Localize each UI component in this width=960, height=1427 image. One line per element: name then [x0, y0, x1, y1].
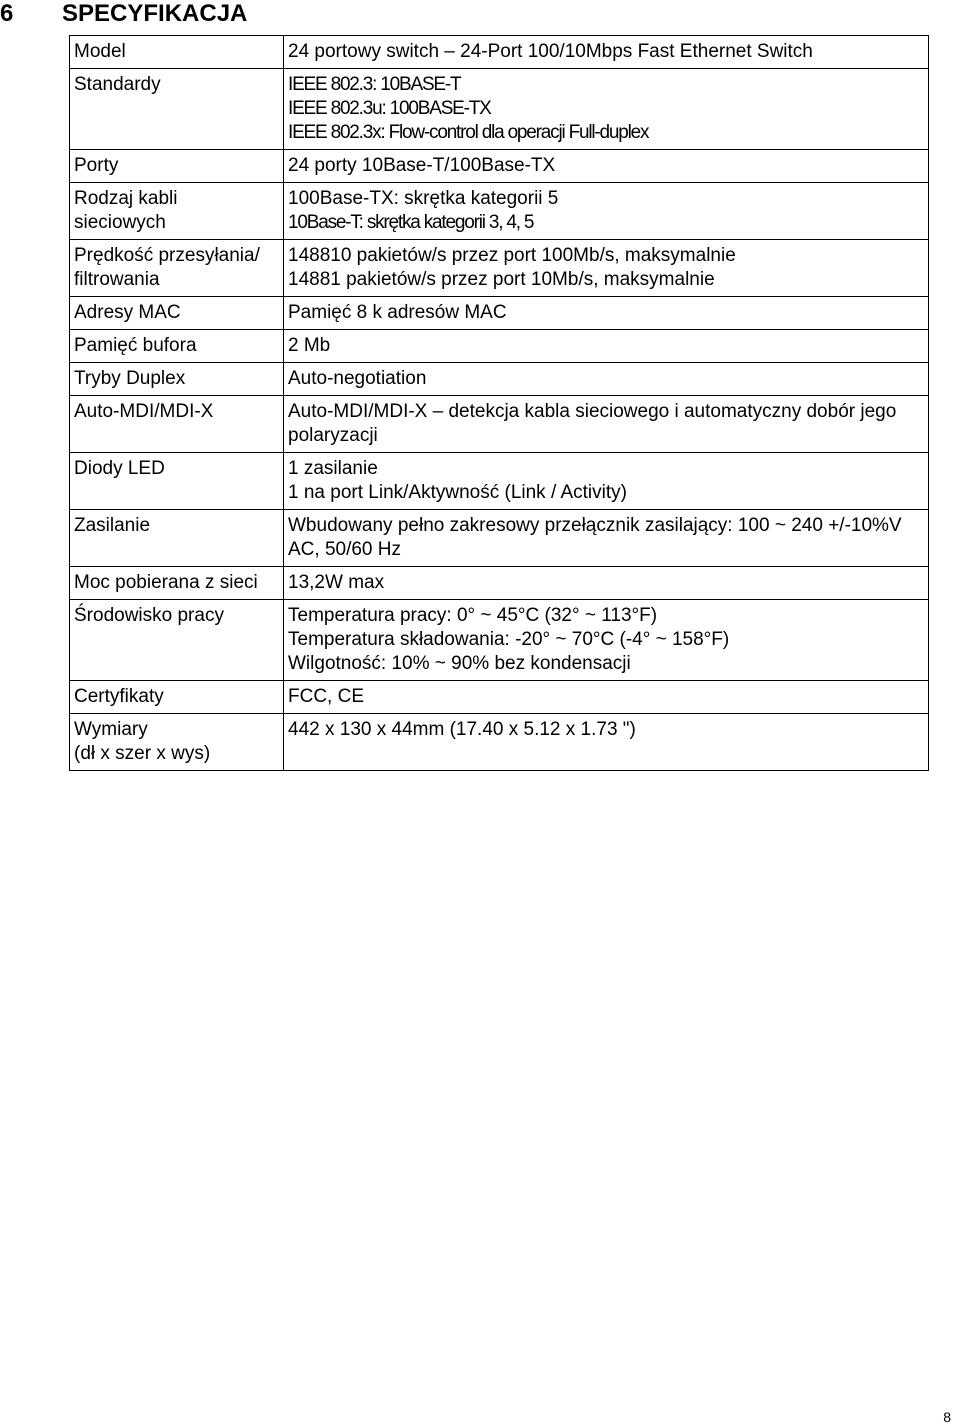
- spec-label: [70, 183, 284, 240]
- spec-label-text: Auto-MDI/MDI-X: [74, 401, 214, 422]
- spec-label-text: Prędkość przesyłania/: [74, 245, 260, 266]
- spec-value: [284, 330, 929, 363]
- spec-label-text: Porty: [74, 155, 119, 176]
- table-row: [70, 567, 929, 600]
- spec-label: [70, 330, 284, 363]
- table-row: [70, 183, 929, 240]
- table-row: [70, 36, 929, 69]
- spec-value: [284, 150, 929, 183]
- table-row: [70, 69, 929, 150]
- spec-label: [70, 36, 284, 69]
- spec-label: [70, 510, 284, 567]
- spec-label: [70, 363, 284, 396]
- spec-value-text: Temperatura pracy: 0° ~ 45°C (32° ~ 113°F): [288, 605, 658, 626]
- spec-value: [284, 567, 929, 600]
- spec-value-text: 148810 pakietów/s przez port 100Mb/s, maksymalnie: [288, 245, 736, 266]
- spec-label: [70, 150, 284, 183]
- spec-value-text: 24 portowy switch – 24-Port 100/10Mbps Fast Ethernet Switch: [288, 41, 813, 62]
- table-row: [70, 297, 929, 330]
- spec-value-text: Temperatura składowania: -20° ~ 70°C (-4° ~ 158°F): [288, 629, 730, 650]
- table-row: [70, 510, 929, 567]
- spec-label: [70, 600, 284, 681]
- spec-value: [284, 714, 929, 771]
- spec-value-text: Pamięć 8 k adresów MAC: [288, 302, 507, 323]
- table-row: [70, 714, 929, 771]
- spec-label-text: sieciowych: [74, 212, 166, 233]
- spec-value: [284, 396, 929, 453]
- spec-label: [70, 396, 284, 453]
- spec-value-text: FCC, CE: [288, 686, 364, 707]
- spec-value-text: 2 Mb: [288, 335, 331, 356]
- spec-label-text: Środowisko pracy: [74, 605, 224, 626]
- table-row: [70, 453, 929, 510]
- spec-label: [70, 567, 284, 600]
- spec-value-text: Auto-MDI/MDI-X – detekcja kabla sieciowego i automatyczny dobór jego polaryzacji: [288, 401, 897, 446]
- spec-value: [284, 297, 929, 330]
- spec-value-text: Wbudowany pełno zakresowy przełącznik zasilający: 100 ~ 240 +/-10%V AC, 50/60 Hz: [288, 515, 902, 560]
- spec-value-text: 14881 pakietów/s przez port 10Mb/s, maksymalnie: [288, 269, 715, 290]
- spec-value: [284, 363, 929, 396]
- spec-label-text: Tryby Duplex: [74, 368, 186, 389]
- table-row: [70, 240, 929, 297]
- table-row: [70, 363, 929, 396]
- spec-value-text: 1 zasilanie: [288, 458, 378, 479]
- spec-value-text: 24 porty 10Base-T/100Base-TX: [288, 155, 556, 176]
- spec-value: [284, 681, 929, 714]
- table-row: [70, 681, 929, 714]
- spec-value: [284, 600, 929, 681]
- spec-label: [70, 681, 284, 714]
- spec-label: [70, 714, 284, 771]
- spec-value-text: Auto-negotiation: [288, 368, 427, 389]
- spec-label-text: Model: [74, 41, 126, 62]
- spec-value-text: 1 na port Link/Aktywność (Link / Activity): [288, 482, 627, 503]
- spec-value: [284, 183, 929, 240]
- spec-value-text: IEEE 802.3: 10BASE-T: [288, 74, 461, 95]
- spec-label-text: (dł x szer x wys): [74, 743, 211, 764]
- spec-value-text: 10Base-T: skrętka kategorii 3, 4, 5: [288, 212, 534, 233]
- spec-label-text: Pamięć bufora: [74, 335, 197, 356]
- spec-value-text: 13,2W max: [288, 572, 385, 593]
- spec-label-text: Rodzaj kabli: [74, 188, 178, 209]
- spec-label-text: filtrowania: [74, 269, 160, 290]
- section-title: SPECYFIKACJA: [62, 0, 248, 27]
- page-number: 8: [943, 1409, 951, 1425]
- spec-label-text: Standardy: [74, 74, 161, 95]
- spec-label-text: Zasilanie: [74, 515, 151, 536]
- spec-label: [70, 240, 284, 297]
- spec-value: [284, 36, 929, 69]
- spec-label-text: Certyfikaty: [74, 686, 164, 707]
- spec-value: [284, 240, 929, 297]
- table-row: [70, 330, 929, 363]
- spec-value-text: IEEE 802.3u: 100BASE-TX: [288, 98, 491, 119]
- spec-value: [284, 453, 929, 510]
- table-row: [70, 600, 929, 681]
- spec-label: [70, 69, 284, 150]
- spec-value-text: Wilgotność: 10% ~ 90% bez kondensacji: [288, 653, 631, 674]
- table-row: [70, 396, 929, 453]
- spec-value-text: 442 x 130 x 44mm (17.40 x 5.12 x 1.73 "): [288, 719, 636, 740]
- spec-value-text: 100Base-TX: skrętka kategorii 5: [288, 188, 559, 209]
- spec-label-text: Adresy MAC: [74, 302, 181, 323]
- spec-label: [70, 297, 284, 330]
- spec-value: [284, 69, 929, 150]
- spec-label-text: Moc pobierana z sieci: [74, 572, 258, 593]
- spec-value-text: IEEE 802.3x: Flow-control dla operacji Full-duplex: [288, 122, 649, 143]
- table-row: [70, 150, 929, 183]
- spec-label-text: Diody LED: [74, 458, 165, 479]
- spec-label: [70, 453, 284, 510]
- spec-label-text: Wymiary: [74, 719, 148, 740]
- spec-value: [284, 510, 929, 567]
- section-number: 6: [0, 0, 14, 27]
- specification-table: [69, 35, 929, 771]
